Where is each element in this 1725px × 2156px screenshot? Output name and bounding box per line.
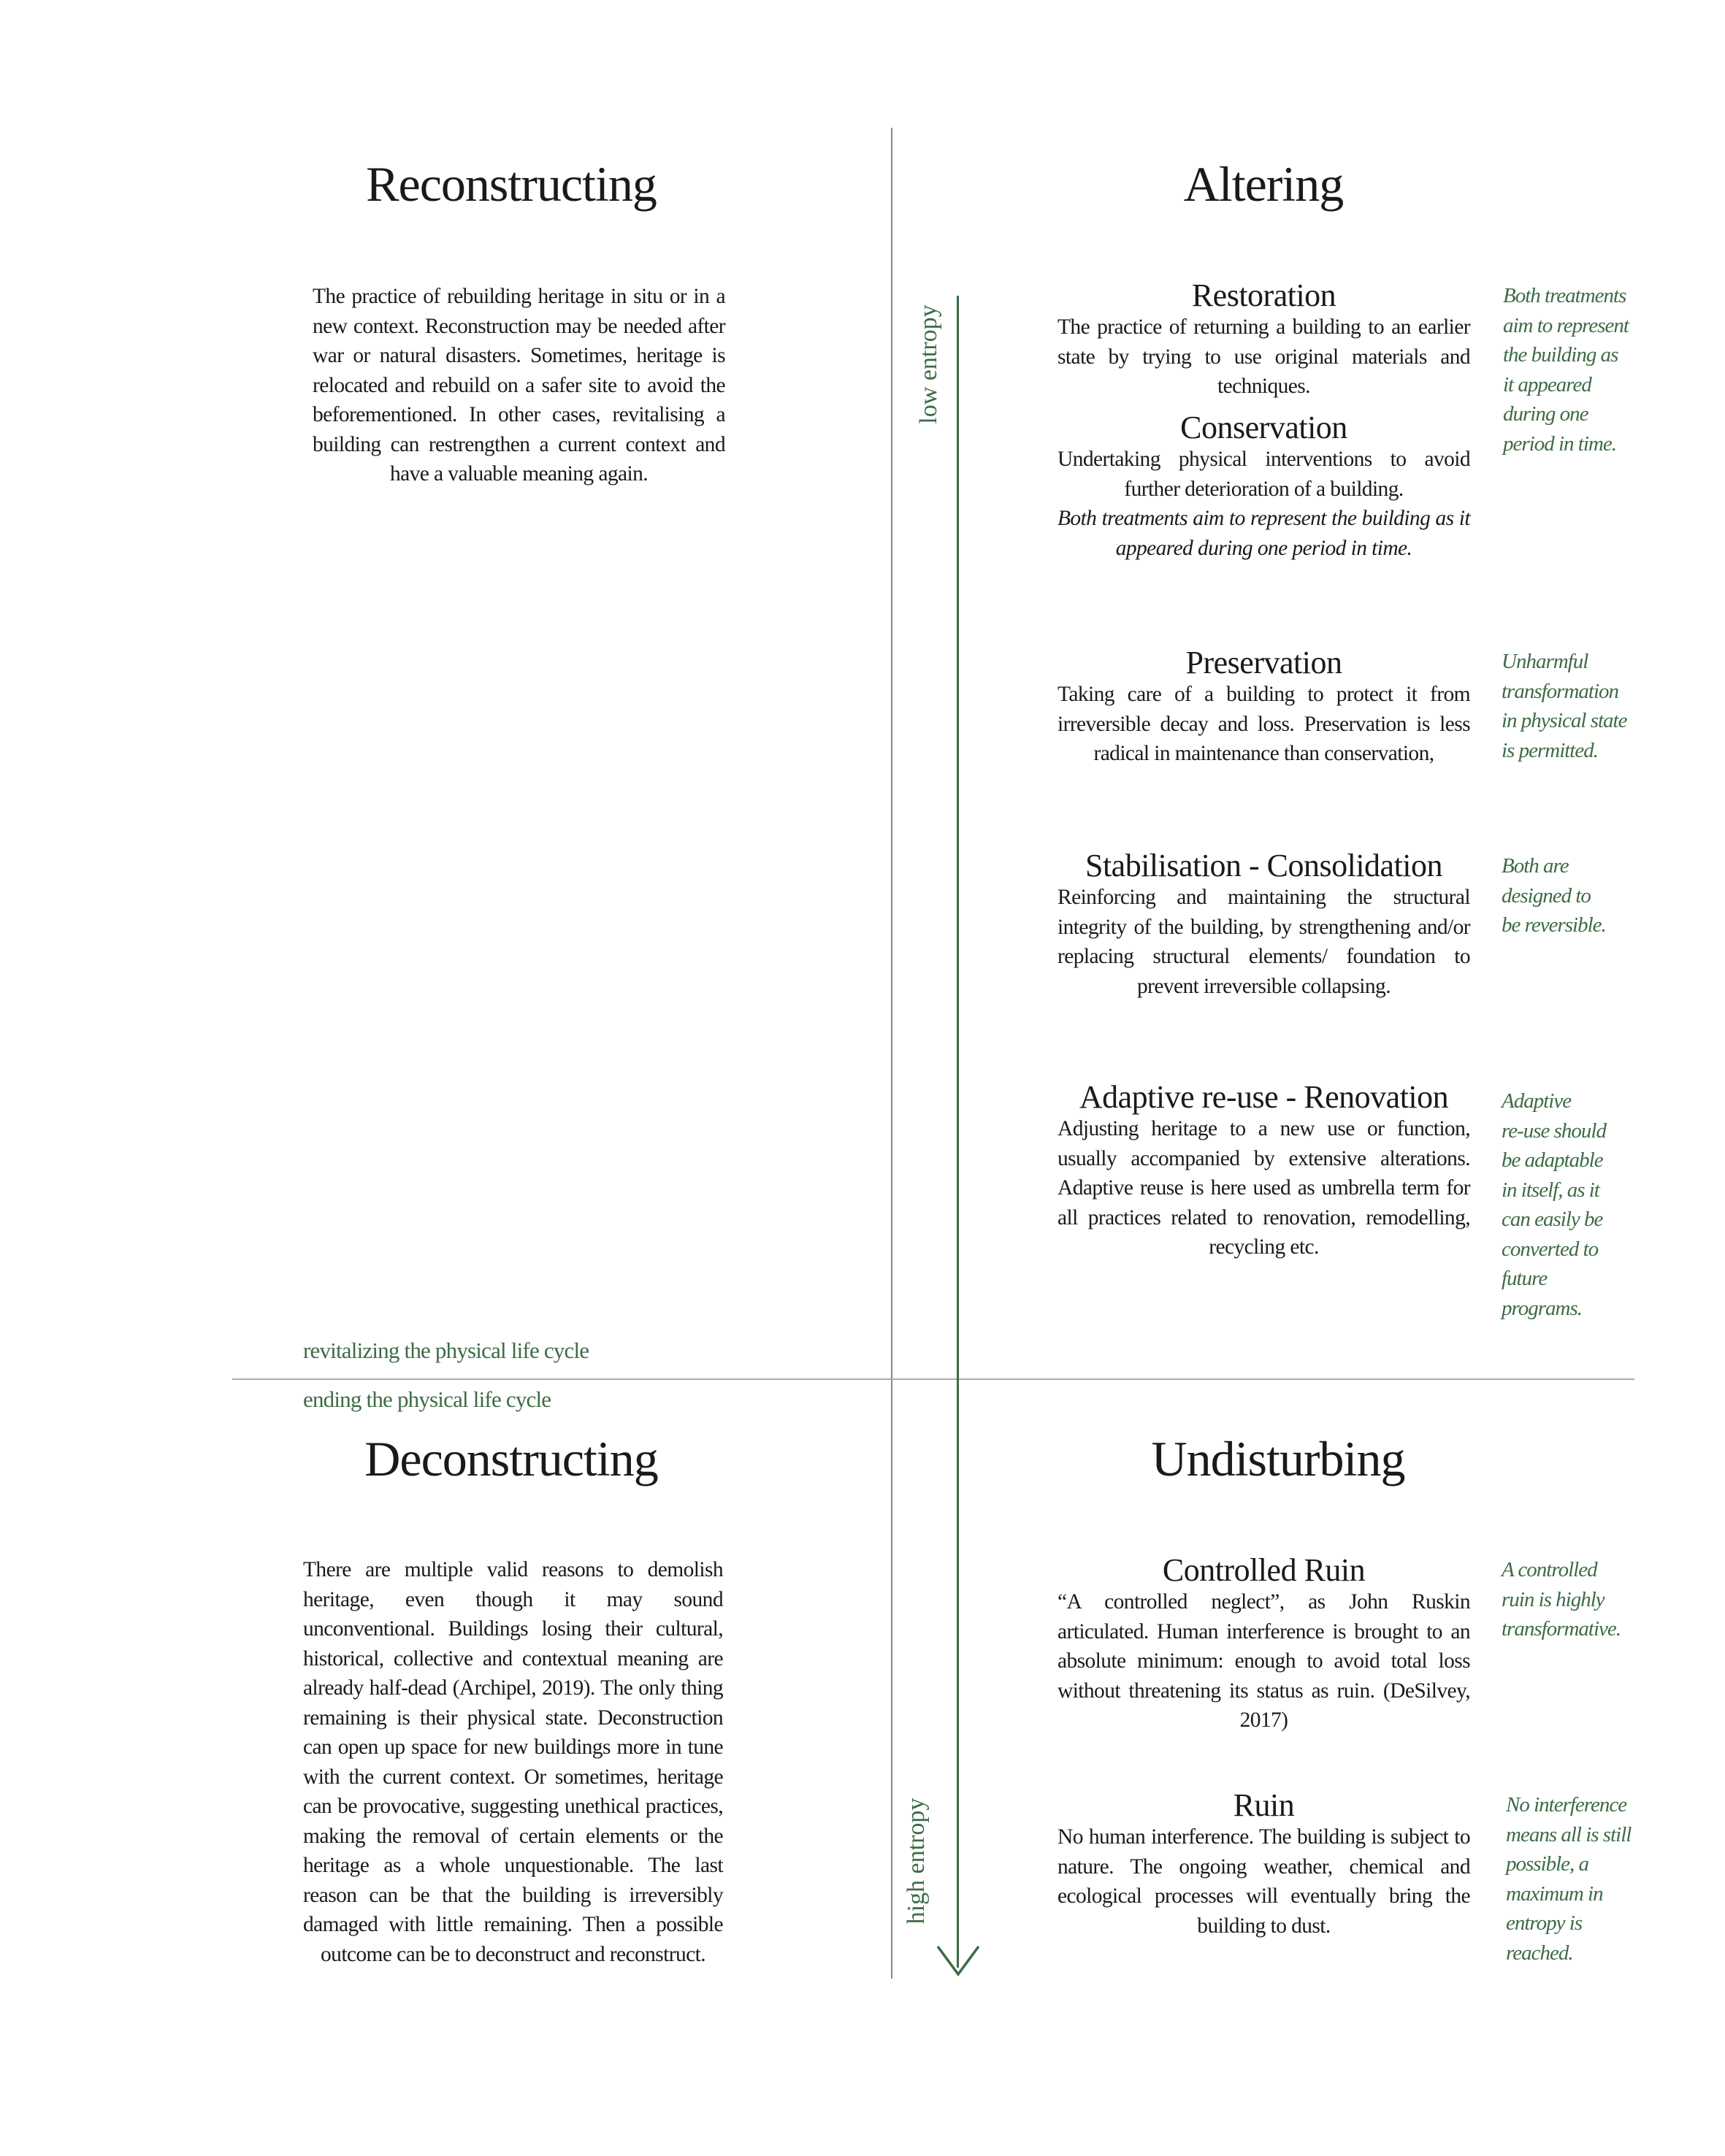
restoration-text: The practice of returning a building to an earlier state by trying to use original materials and techniques. [1057, 315, 1470, 399]
deconstructing-title: Deconstructing [364, 1431, 658, 1486]
horizontal-divider [232, 1378, 1634, 1380]
reconstructing-title: Reconstructing [366, 156, 657, 212]
stabilisation-section [1057, 849, 1470, 1001]
adaptive-title: Adaptive re-use - Renovation [1079, 1079, 1449, 1115]
entropy-arrow-line [957, 296, 959, 1968]
high-entropy-label: high entropy [903, 1798, 930, 1925]
note-restoration: Both treatments aim to represent the building as it appeared during one period in time. [1503, 284, 1629, 456]
deconstructing-text: There are multiple valid reasons to demolish heritage, even though it may sound unconventional. Buildings losing their cultural, historical, collective and contextual meaning are already half-dead (Archipel, 2019). The only thing remaining is their physical state. Deconstruction can open up space for new buildings more in tune with the current context. Or sometimes, heritage can be provocative, suggesting unethical practices, making the removal of certain elements or the heritage as a whole unquestionable. The last reason can be that the building is irreversibly damaged with little remaining. Then a possible outcome can be to deconstruct and reconstruct. [303, 1558, 723, 1966]
ruin-title: Ruin [1233, 1787, 1295, 1823]
ruin-text: No human interference. The building is subject to nature. The ongoing weather, chemical and ecological processes will eventually bring the building to dust. [1057, 1825, 1470, 1938]
stabilisation-title: Stabilisation - Consolidation [1085, 848, 1443, 883]
note-adaptive: Adaptive re-use should be adaptable in itself, as it can easily be converted to future programs. [1502, 1089, 1606, 1320]
restoration-title: Restoration [1191, 277, 1336, 313]
altering-title: Altering [1183, 156, 1344, 212]
note-controlled-ruin: A controlled ruin is highly transformative. [1502, 1558, 1621, 1641]
undisturbing-title: Undisturbing [1151, 1431, 1405, 1486]
stabilisation-text: Reinforcing and maintaining the structural integrity of the building, by strengthening and/or replacing structural elements/ foundation to prevent irreversible collapsing. [1057, 886, 1470, 998]
conservation-italic: Both treatments aim to represent the building as it appeared during one period in time. [1057, 507, 1470, 560]
note-preservation: Unharmful transformation in physical state is permitted. [1502, 650, 1627, 762]
conservation-section [1057, 411, 1470, 563]
preservation-section [1057, 646, 1470, 769]
conservation-title: Conservation [1180, 410, 1347, 445]
ending-label: ending the physical life cycle [303, 1386, 551, 1412]
revitalizing-label: revitalizing the physical life cycle [303, 1338, 589, 1363]
arrow-head-icon [935, 1942, 982, 1979]
controlled-ruin-title: Controlled Ruin [1162, 1552, 1366, 1588]
ruin-section [1057, 1789, 1470, 1941]
preservation-text: Taking care of a building to protect it from irreversible decay and loss. Preservation is less radical in maintenance than conservation, [1057, 683, 1470, 766]
vertical-divider [891, 128, 892, 1979]
reconstructing-text: The practice of rebuilding heritage in situ or in a new context. Reconstruction may be needed after war or natural disasters. Sometimes, heritage is relocated and rebuild on a safer site to avoid the beforementioned. In other cases, revitalising a building can restrengthen a current context and have a valuable meaning again. [313, 285, 725, 486]
low-entropy-label: low entropy [915, 304, 942, 424]
note-ruin: No interference means all is still possible, a maximum in entropy is reached. [1506, 1793, 1632, 1965]
conservation-text: Undertaking physical interventions to avoid further deterioration of a building. [1057, 448, 1470, 501]
controlled-ruin-text: “A controlled neglect”, as John Ruskin articulated. Human interference is brought to an absolute minimum: enough to avoid total loss without threatening its status as ruin. (DeSilvey, 2017) [1057, 1590, 1470, 1733]
note-stabilisation: Both are designed to be reversible. [1502, 854, 1606, 937]
preservation-title: Preservation [1185, 645, 1342, 680]
controlled-ruin-section [1057, 1554, 1470, 1735]
adaptive-section [1057, 1081, 1470, 1262]
adaptive-text: Adjusting heritage to a new use or function, usually accompanied by extensive alterations. Adaptive reuse is here used as umbrella term for all practices related to renovation, remodelling, recycling etc. [1057, 1117, 1470, 1259]
restoration-section [1057, 279, 1470, 402]
